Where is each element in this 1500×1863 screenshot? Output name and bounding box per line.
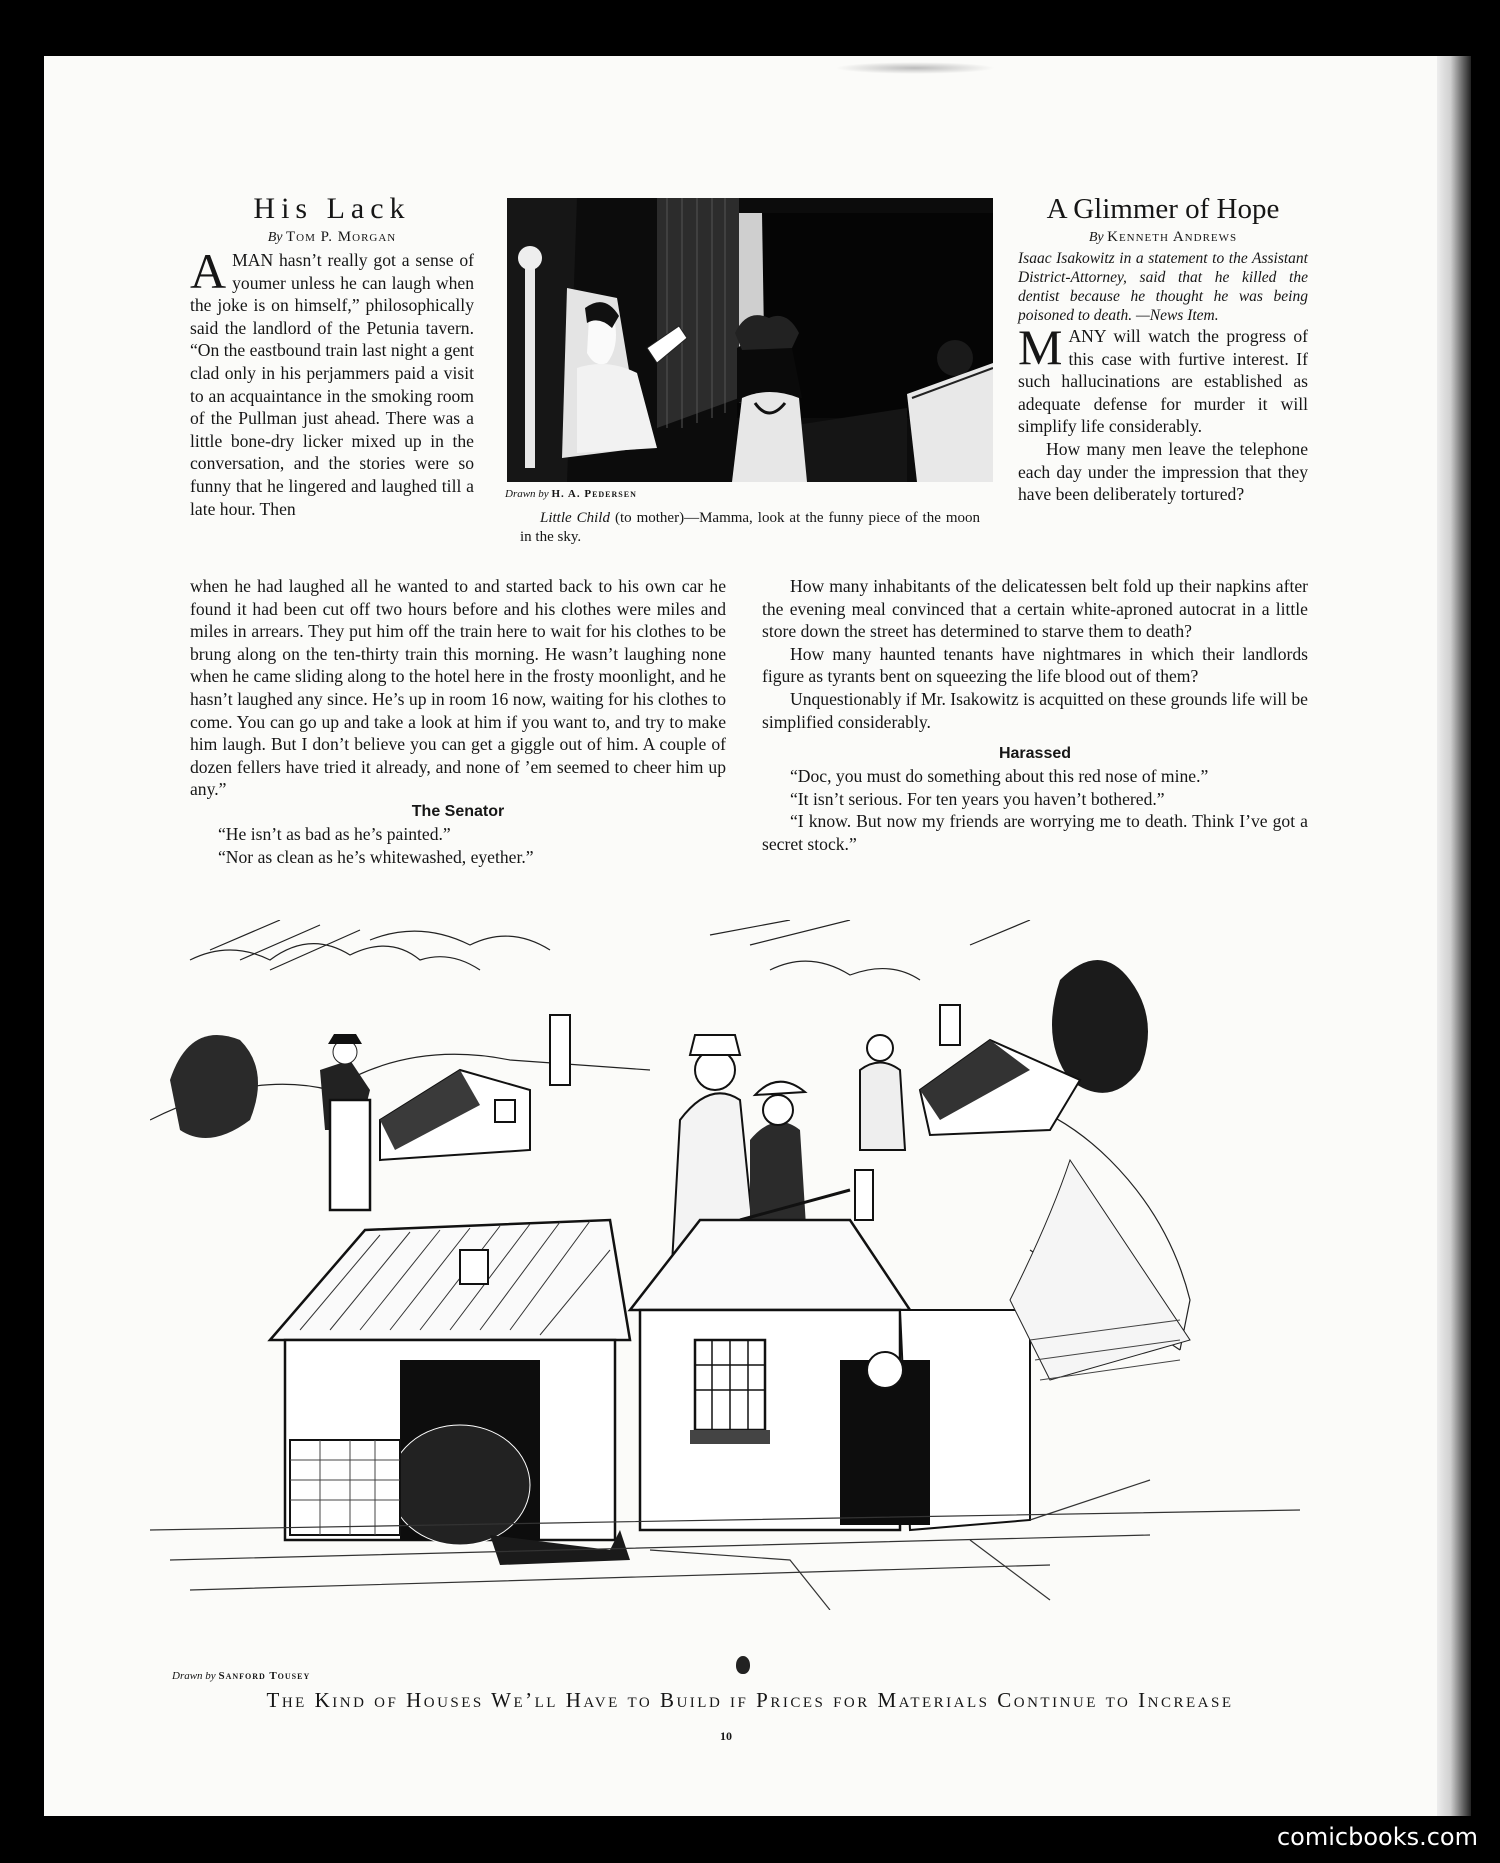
- glimmer-byline: By Kenneth Andrews: [1088, 229, 1238, 245]
- harassed-line: “Doc, you must do something about this red nose of mine.”: [790, 766, 1209, 787]
- drop-cap: A: [190, 243, 227, 299]
- glimmer-paragraph: MANY will watch the progress of this case with furtive interest. If such hallucinations are established as adequate defense for murder it will simplify life considerably.: [1018, 319, 1308, 437]
- houses-drawing: [150, 920, 1300, 1610]
- ink-blot: [736, 1656, 750, 1674]
- print-smudge: [835, 62, 995, 74]
- harassed-line: “I know. But now my friends are worrying me to death. Think I’ve got a secret stock.”: [762, 811, 1308, 854]
- glimmer-epigraph: Isaac Isakowitz in a statement to the Assistant District-Attorney, said that he killed the dentist because he thought he was being poisoned to death. —News Item.: [1018, 250, 1308, 324]
- glimmer-continuation: [762, 575, 1308, 856]
- top-illustration-caption: Little Child (to mother)—Mamma, look at the funny piece of the moon in the sky.: [520, 510, 980, 545]
- senator-line: “He isn’t as bad as he’s painted.”: [218, 823, 451, 844]
- page-spine: [1437, 56, 1471, 1816]
- glimmer-paragraph: How many haunted tenants have nightmares in which their landlords figure as tyrants bent on squeezing the life blood out of them?: [762, 643, 1308, 687]
- harassed-line: “It isn’t serious. For ten years you haven’t bothered.”: [790, 788, 1165, 809]
- bottom-illustration-caption: The Kind of Houses We’ll Have to Build if Prices for Materials Continue to Increase: [266, 1688, 1234, 1712]
- his-lack-article: [190, 192, 474, 520]
- his-lack-title: His Lack: [253, 192, 411, 225]
- glimmer-paragraph: How many men leave the telephone each day under the impression that they have been deliberately tortured?: [1018, 438, 1308, 505]
- senator-title: The Senator: [411, 802, 505, 820]
- drop-cap: M: [1018, 319, 1063, 375]
- harassed-title: Harassed: [998, 745, 1072, 763]
- glimmer-paragraph: Unquestionably if Mr. Isakowitz is acquitted on these grounds life will be simplified considerably.: [762, 688, 1308, 732]
- top-illustration-credit: Drawn by H. A. Pedersen: [505, 488, 637, 500]
- moon-drawing: [507, 198, 993, 482]
- site-watermark: comicbooks.com: [1276, 1823, 1478, 1851]
- houses-illustration: [150, 920, 1300, 1610]
- his-lack-byline: By Tom P. Morgan: [267, 229, 397, 245]
- his-lack-paragraph: A MAN hasn’t really got a sense of youmer unless he can laugh when the joke is on himself,” philosophically said the landlord of the Petunia tavern. “On the eastbound train last night a gent clad only in his perjammers paid a visit to an acquaintance in the smoking room of the Pullman just ahead. There was a little bone-dry licker mixed up in the conversation, and the stories were so funny that he lingered and laughed till a late hour. Then: [190, 243, 474, 519]
- glimmer-title: A Glimmer of Hope: [1046, 193, 1280, 225]
- his-lack-continuation: when he had laughed all he wanted to and started back to his own car he found it had been cut off two hours before and his clothes were miles and miles in arrears. They put him off the train here to wait for his clothes to be brung along on the ten-thirty train this morning. He wasn’t laughing none when he came sliding along to the hotel here in the frosty moonlight, and he hasn’t laughed any since. He’s up in room 16 now, waiting for his clothes to come. You can go up and take a look at him if you want to, and try to make him laugh. But I don’t believe you can get a giggle out of him. A couple of dozen fellers have tried it already, and none of ’em seemed to cheer him up any.” The Senator “He isn’t as bad as he’s painted.” “Nor as clean as he’s whitewashed, eyether.”: [190, 576, 726, 867]
- moon-illustration: [507, 198, 993, 482]
- glimmer-paragraph: How many inhabitants of the delicatessen belt fold up their napkins after the evening meal convinced that a certain white-aproned autocrat in a little store down the street has determined to starve them to death?: [762, 576, 1308, 642]
- senator-line: “Nor as clean as he’s whitewashed, eyether.”: [218, 846, 534, 867]
- bottom-illustration-credit: Drawn by Sanford Tousey: [172, 1670, 311, 1682]
- page-number: 10: [720, 1729, 732, 1743]
- glimmer-article: [1018, 192, 1308, 506]
